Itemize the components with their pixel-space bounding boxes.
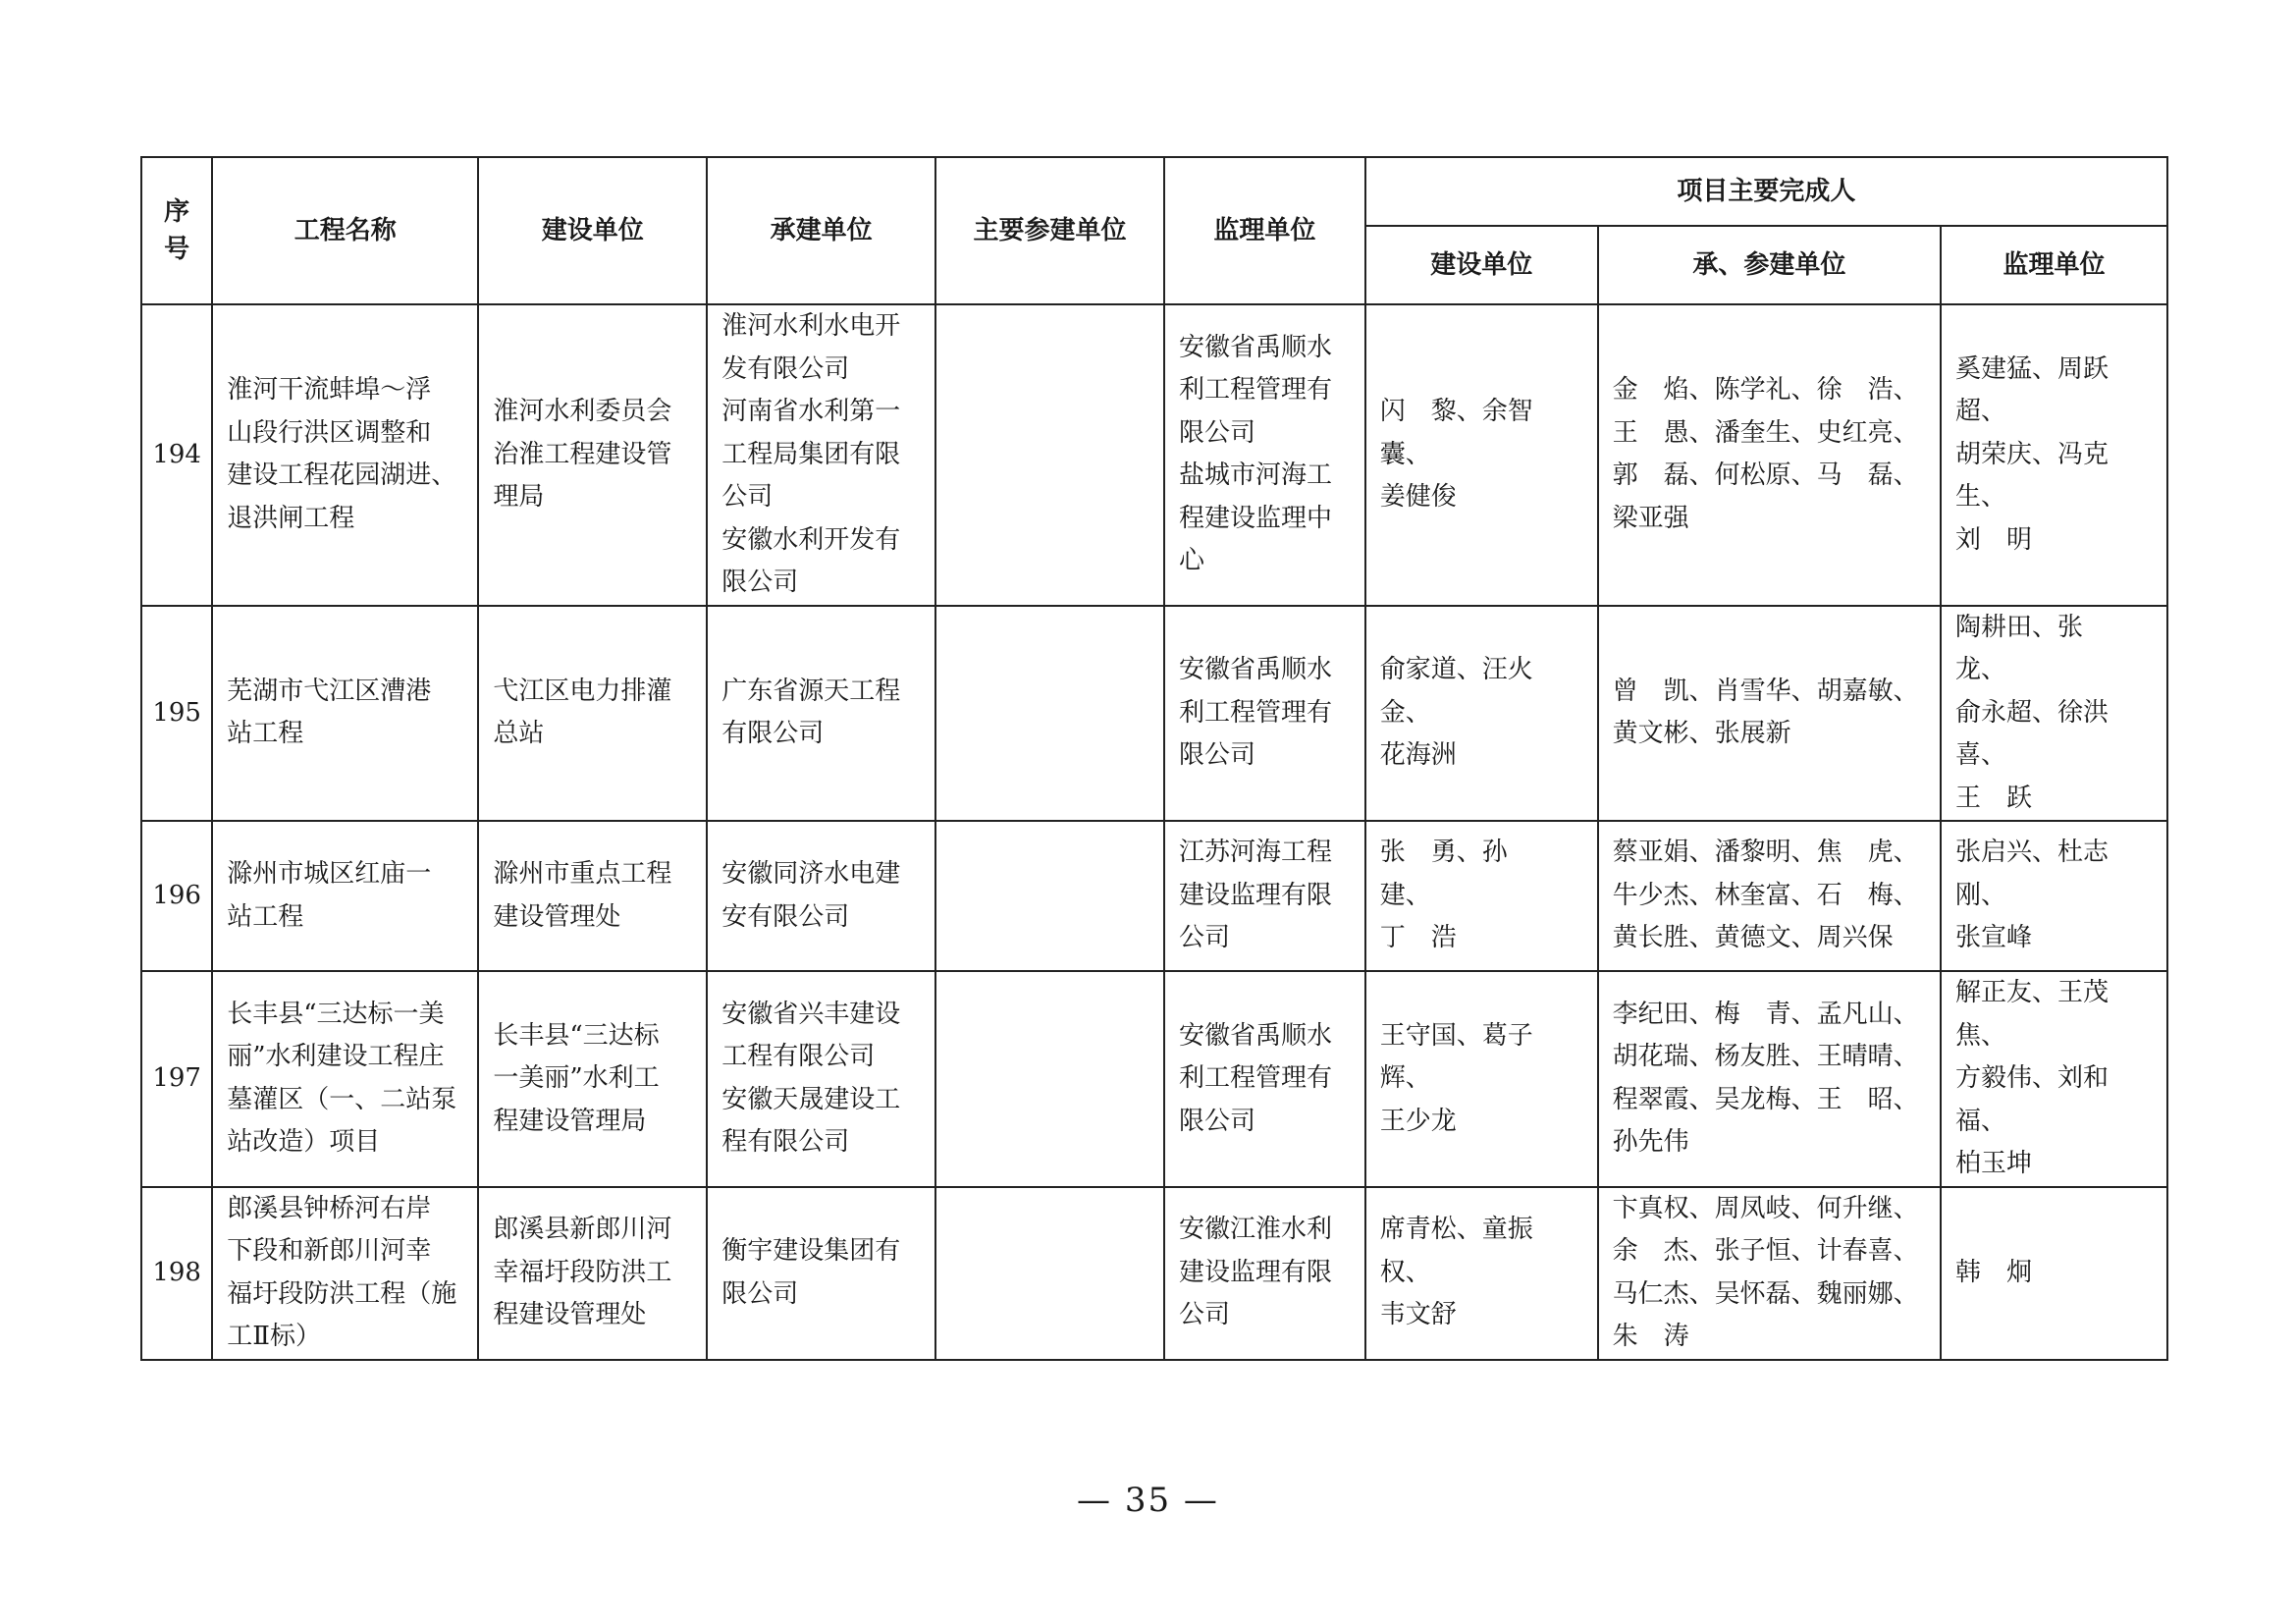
cell-line: 站工程 [227,901,304,932]
cell-line: 安徽天晟建设工 [721,1084,901,1114]
table-row [141,1187,2167,1360]
table-row [141,304,2167,606]
cell-participant [935,606,1164,822]
cell-line: 安徽省禹顺水 [1178,655,1332,684]
cell-project-name [212,821,478,971]
cell-project-name [212,606,478,822]
cell-line: 滁州市城区红庙一 [227,859,432,889]
cell-line: 衡宇建设集团有 [721,1236,901,1266]
header-supervisor: 监理单位 [1164,157,1365,304]
cell-line: 工程有限公司 [721,1042,876,1072]
cell-line: 郭 磊、何松原、马 磊、 [1612,460,1919,491]
cell-line: 安徽江淮水利 [1178,1215,1332,1245]
cell-contractor [707,304,935,606]
cell-line: 俞家道、汪火金、 [1379,655,1533,728]
award-table [140,156,2168,1361]
cell-line: 张启兴、杜志刚、 [1955,838,2109,910]
cell-line: 下段和新郎川河幸 [227,1236,432,1266]
cell-seq: 195 [141,606,212,822]
cell-participant [935,304,1164,606]
cell-line: 安徽省兴丰建设 [721,999,901,1029]
cell-line: 建设工程花园湖进、 [227,460,457,491]
cell-participant [935,971,1164,1187]
cell-line: 弋江区电力排灌 [493,676,672,706]
cell-line: 郎溪县钟桥河右岸 [227,1193,432,1223]
cell-line: 限公司 [1178,1106,1255,1136]
cell-line: 程有限公司 [721,1127,850,1158]
cell-persons-supervisor [1941,971,2167,1187]
cell-contractor [707,971,935,1187]
cell-persons-supervisor [1941,1187,2167,1360]
cell-line: 公司 [1178,1300,1230,1330]
cell-line: 方毅伟、刘和福、 [1955,1063,2109,1136]
cell-line: 限公司 [721,568,799,597]
cell-line: 程建设管理局 [493,1106,647,1136]
cell-line: 福圩段防洪工程（施 [227,1278,457,1309]
cell-line: 芜湖市弋江区漕港 [227,676,432,706]
cell-line: 闪 黎、余智囊、 [1379,397,1533,469]
cell-line: 限公司 [1178,417,1255,448]
cell-line: 朱 涛 [1612,1322,1689,1351]
cell-line: 曾 凯、肖雪华、胡嘉敏、 [1612,676,1919,706]
header-project-name: 工程名称 [212,157,478,304]
cell-line: 孙先伟 [1612,1127,1689,1158]
cell-persons-builder [1365,821,1598,971]
cell-line: 安有限公司 [721,901,850,932]
table-row [141,821,2167,971]
cell-participant [935,821,1164,971]
cell-line: 金 焰、陈学礼、徐 浩、 [1612,375,1919,406]
cell-line: 蔡亚娟、潘黎明、焦 虎、 [1612,838,1919,868]
cell-line: 幸福圩段防洪工 [493,1257,672,1287]
cell-builder [478,1187,707,1360]
header-persons-contractor: 承、参建单位 [1598,226,1941,304]
cell-line: 梁亚强 [1612,503,1689,533]
cell-persons-builder [1365,971,1598,1187]
table-body [141,304,2167,1360]
cell-persons-contractor [1598,971,1941,1187]
cell-seq: 197 [141,971,212,1187]
cell-line: 王少龙 [1379,1106,1457,1136]
cell-line: 治淮工程建设管 [493,439,672,469]
header-persons-builder: 建设单位 [1365,226,1598,304]
cell-line: 解正友、王茂焦、 [1955,978,2109,1051]
header-persons-supervisor: 监理单位 [1941,226,2167,304]
header-seq: 序 号 [141,157,212,304]
cell-line: 河南省水利第一 [721,397,901,426]
cell-line: 江苏河海工程 [1178,838,1332,868]
cell-seq: 194 [141,304,212,606]
cell-line: 俞永超、徐洪喜、 [1955,697,2109,770]
cell-line: 王 跃 [1955,783,2033,813]
cell-supervisor [1164,971,1365,1187]
cell-supervisor [1164,606,1365,822]
cell-line: 安徽水利开发有 [721,524,901,555]
cell-line: 席青松、童振权、 [1379,1215,1533,1287]
cell-project-name [212,971,478,1187]
cell-line: 胡荣庆、冯克生、 [1955,439,2109,512]
cell-line: 利工程管理有 [1178,697,1332,728]
cell-line: 有限公司 [721,719,825,749]
cell-contractor [707,1187,935,1360]
table-row [141,971,2167,1187]
cell-line: 工程局集团有限 [721,439,901,469]
cell-line: 长丰县“三达标 [493,1020,660,1051]
cell-persons-builder [1365,1187,1598,1360]
cell-line: 安徽省禹顺水 [1178,332,1332,362]
cell-line: 限公司 [1178,740,1255,770]
cell-line: 黄长胜、黄德文、周兴保 [1612,923,1894,953]
cell-line: 站工程 [227,719,304,749]
cell-line: 安徽省禹顺水 [1178,1020,1332,1051]
cell-line: 张宣峰 [1955,923,2033,953]
cell-line: 刘 明 [1955,524,2033,555]
cell-line: 马仁杰、吴怀磊、魏丽娜、 [1612,1278,1919,1309]
cell-line: 黄文彬、张展新 [1612,719,1791,749]
cell-persons-contractor [1598,821,1941,971]
cell-supervisor [1164,821,1365,971]
cell-line: 长丰县“三达标一美 [227,999,445,1029]
cell-line: 胡花瑞、杨友胜、王晴晴、 [1612,1042,1919,1072]
header-builder: 建设单位 [478,157,707,304]
cell-line: 总站 [493,719,545,749]
cell-line: 安徽同济水电建 [721,859,901,889]
cell-line: 陶耕田、张 龙、 [1955,612,2109,684]
cell-line: 卞真权、周凤岐、何升继、 [1612,1193,1919,1223]
cell-seq: 198 [141,1187,212,1360]
cell-line: 花海洲 [1379,740,1457,770]
cell-line: 丽”水利建设工程庄 [227,1042,445,1072]
cell-line: 淮河水利水电开 [721,311,901,341]
cell-line: 李纪田、梅 青、孟凡山、 [1612,999,1919,1029]
cell-line: 余 杰、张子恒、计春喜、 [1612,1236,1919,1266]
cell-builder [478,304,707,606]
cell-line: 程建设监理中 [1178,503,1332,533]
cell-line: 利工程管理有 [1178,375,1332,406]
cell-participant [935,1187,1164,1360]
cell-line: 公司 [1178,923,1230,953]
cell-line: 广东省源天工程 [721,676,901,706]
cell-project-name [212,1187,478,1360]
cell-line: 淮河水利委员会 [493,397,672,426]
cell-persons-contractor [1598,1187,1941,1360]
cell-line: 建设监理有限 [1178,880,1332,910]
cell-builder [478,606,707,822]
cell-line: 盐城市河海工 [1178,460,1332,491]
cell-line: 淮河干流蚌埠～浮 [227,375,432,406]
cell-line: 理局 [493,482,545,512]
cell-persons-supervisor [1941,304,2167,606]
cell-supervisor [1164,304,1365,606]
header-participant: 主要参建单位 [935,157,1164,304]
cell-line: 王守国、葛子辉、 [1379,1020,1533,1093]
cell-line: 利工程管理有 [1178,1063,1332,1093]
cell-line: 工Ⅱ标） [227,1322,321,1351]
cell-persons-contractor [1598,606,1941,822]
cell-persons-supervisor [1941,606,2167,822]
cell-persons-builder [1365,606,1598,822]
cell-contractor [707,606,935,822]
table-row [141,606,2167,822]
cell-line: 程建设管理处 [493,1300,647,1330]
cell-persons-contractor [1598,304,1941,606]
cell-line: 韦文舒 [1379,1300,1457,1330]
cell-line: 姜健俊 [1379,482,1457,512]
cell-line: 丁 浩 [1379,923,1457,953]
cell-line: 公司 [721,482,774,512]
cell-line: 退洪闸工程 [227,503,355,533]
cell-line: 滁州市重点工程 [493,859,672,889]
cell-project-name [212,304,478,606]
cell-builder [478,821,707,971]
cell-supervisor [1164,1187,1365,1360]
header-contractor: 承建单位 [707,157,935,304]
cell-line: 限公司 [721,1278,799,1309]
cell-contractor [707,821,935,971]
cell-line: 韩 炯 [1955,1257,2033,1287]
cell-line: 柏玉坤 [1955,1149,2033,1178]
cell-persons-supervisor [1941,821,2167,971]
cell-line: 牛少杰、林奎富、石 梅、 [1612,880,1919,910]
header-persons-group: 项目主要完成人 [1365,157,2167,226]
cell-line: 奚建猛、周跃超、 [1955,353,2109,426]
cell-line: 墓灌区（一、二站泵 [227,1084,457,1114]
cell-seq: 196 [141,821,212,971]
cell-line: 站改造）项目 [227,1127,381,1158]
page-number: — 35 — [1077,1481,1219,1520]
cell-line: 山段行洪区调整和 [227,417,432,448]
cell-line: 一美丽”水利工 [493,1063,660,1093]
cell-line: 发有限公司 [721,353,850,384]
cell-line: 心 [1178,546,1204,576]
cell-line: 王 愚、潘奎生、史红亮、 [1612,417,1919,448]
table-header [141,157,2167,304]
cell-persons-builder [1365,304,1598,606]
cell-line: 建设监理有限 [1178,1257,1332,1287]
cell-line: 郎溪县新郎川河 [493,1215,672,1245]
cell-line: 张 勇、孙 建、 [1379,838,1533,910]
cell-line: 程翠霞、吴龙梅、王 昭、 [1612,1084,1919,1114]
cell-builder [478,971,707,1187]
cell-line: 建设管理处 [493,901,621,932]
